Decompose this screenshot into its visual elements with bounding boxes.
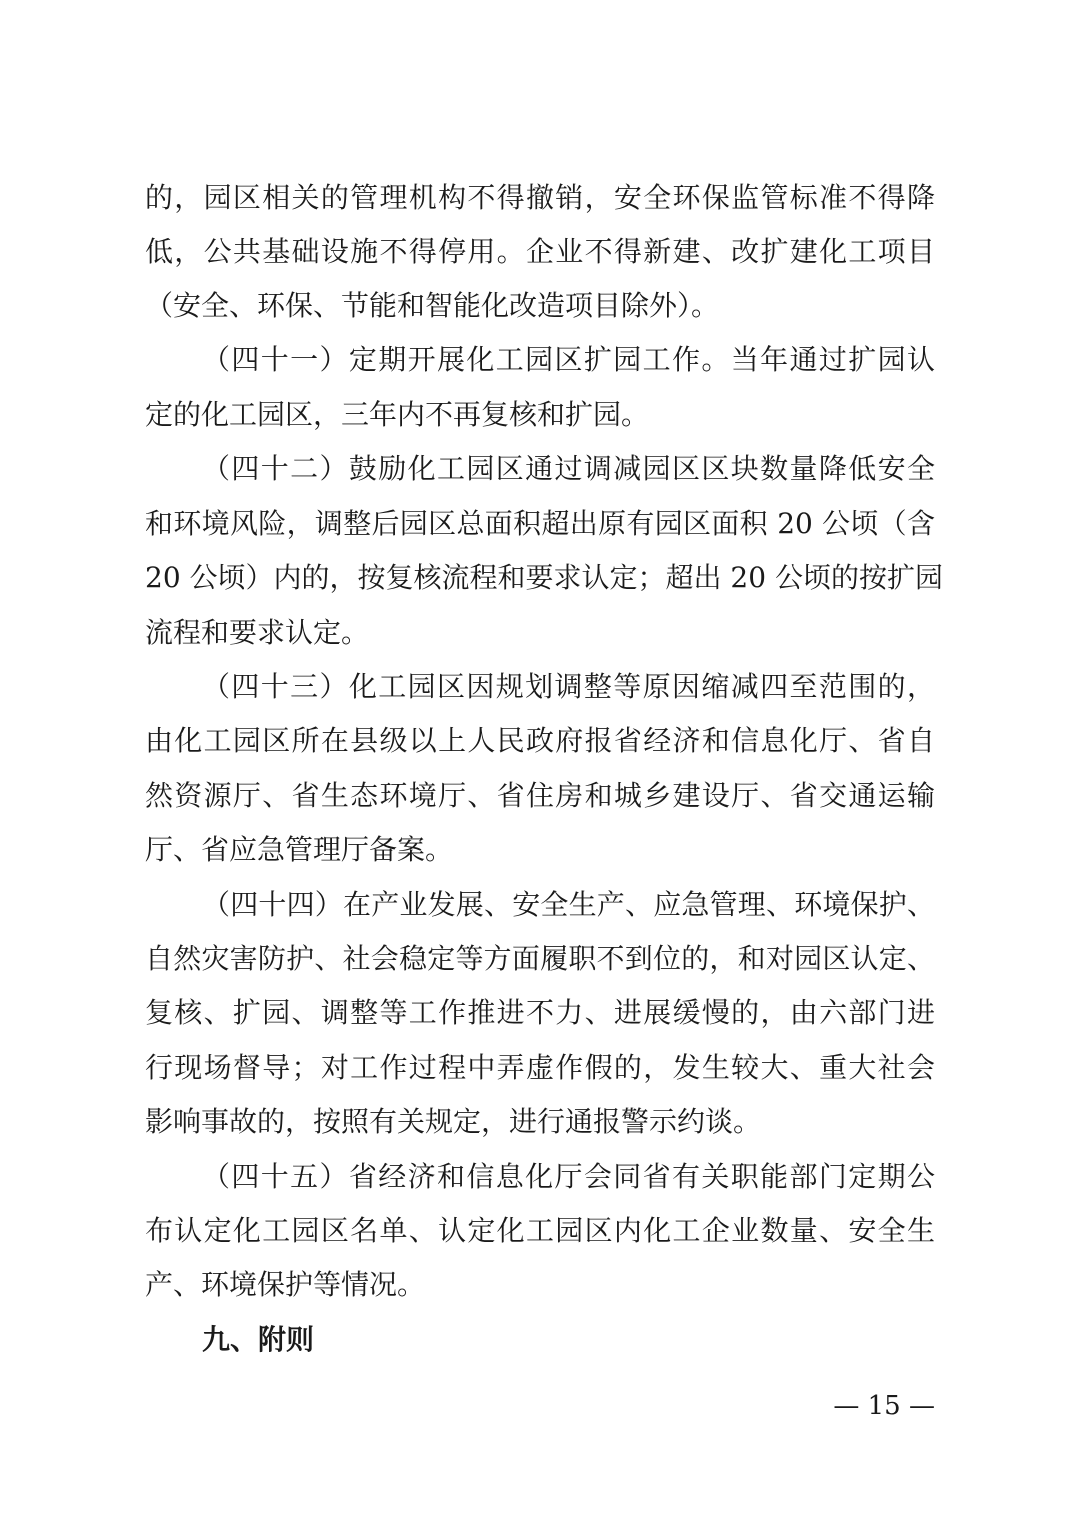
paragraph-line: 产、环境保护等情况。	[145, 1268, 426, 1301]
paragraph-line: （四十三）化工园区因规划调整等原因缩减四至范围的，	[202, 670, 935, 703]
paragraph-line: 布认定化工园区名单、认定化工园区内化工企业数量、安全生	[145, 1214, 935, 1247]
paragraph-line: （四十四）在产业发展、安全生产、应急管理、环境保护、	[202, 888, 935, 921]
paragraph-line: 由化工园区所在县级以上人民政府报省经济和信息化厅、省自	[145, 724, 935, 757]
paragraph-line: 影响事故的，按照有关规定，进行通报警示约谈。	[145, 1105, 762, 1138]
page-number: — 15 —	[833, 1391, 935, 1421]
paragraph-line: 20 公顷）内的，按复核流程和要求认定；超出 20 公顷的按扩园	[145, 561, 943, 594]
paragraph-line: 定的化工园区，三年内不再复核和扩园。	[145, 398, 650, 431]
paragraph-line: 和环境风险，调整后园区总面积超出原有园区面积 20 公顷（含	[145, 507, 935, 540]
paragraph-line: 然资源厅、省生态环境厅、省住房和城乡建设厅、省交通运输	[145, 779, 935, 812]
paragraph-line: （安全、环保、节能和智能化改造项目除外）。	[145, 289, 720, 322]
paragraph-line: 厅、省应急管理厅备案。	[145, 833, 454, 866]
paragraph-line: 的，园区相关的管理机构不得撤销，安全环保监管标准不得降	[145, 181, 935, 214]
paragraph-line: 行现场督导；对工作过程中弄虚作假的，发生较大、重大社会	[145, 1051, 935, 1084]
paragraph-line: 复核、扩园、调整等工作推进不力、进展缓慢的，由六部门进	[145, 996, 935, 1029]
paragraph-line: （四十二）鼓励化工园区通过调减园区区块数量降低安全	[202, 452, 935, 485]
paragraph-line: （四十一）定期开展化工园区扩园工作。当年通过扩园认	[202, 343, 935, 376]
paragraph-line: 低，公共基础设施不得停用。企业不得新建、改扩建化工项目	[145, 235, 935, 268]
paragraph-line: 流程和要求认定。	[145, 616, 370, 649]
paragraph-line: （四十五）省经济和信息化厅会同省有关职能部门定期公	[202, 1160, 935, 1193]
section-heading: 九、附则	[202, 1323, 315, 1356]
paragraph-line: 自然灾害防护、社会稳定等方面履职不到位的，和对园区认定、	[145, 942, 935, 975]
